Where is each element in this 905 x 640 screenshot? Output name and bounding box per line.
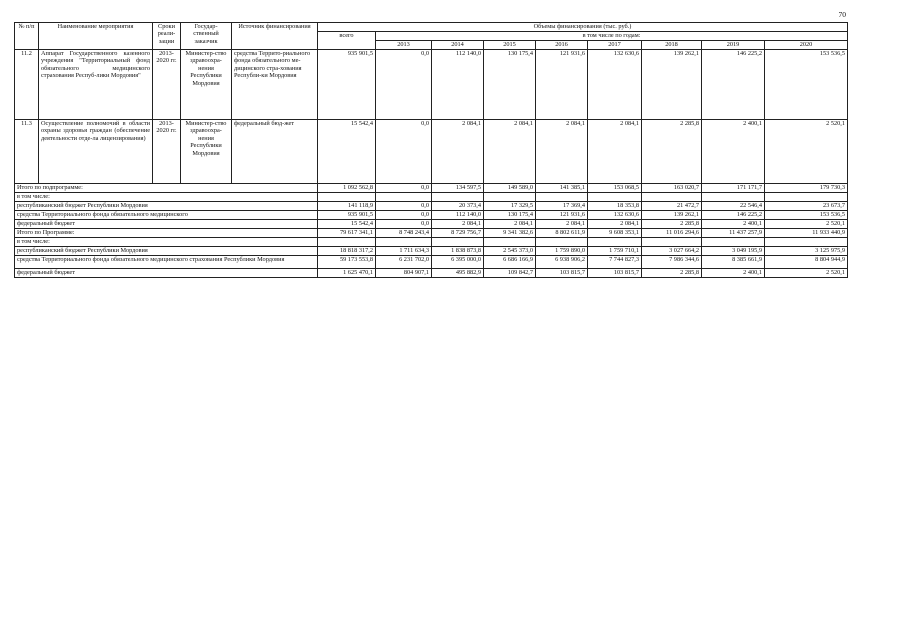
summary-value: 0,0 [376,184,432,193]
summary-value: 153 536,5 [765,211,848,220]
activity-value: 2 520,1 [765,120,848,184]
activity-value: 146 225,2 [702,50,765,120]
summary-value: 3 049 195,9 [702,247,765,256]
summary-value: 163 020,7 [642,184,702,193]
summary-value: 20 373,4 [432,202,484,211]
header-year: 2016 [536,41,588,50]
summary-value: 149 589,0 [484,184,536,193]
summary-value [376,193,432,202]
activity-value: 15 542,4 [318,120,376,184]
header-source: Источник финансирования [232,23,318,50]
summary-value: 130 175,4 [484,211,536,220]
summary-value: 59 173 553,8 [318,256,376,269]
summary-value [432,193,484,202]
summary-row [15,247,848,256]
summary-value: 9 341 382,6 [484,229,536,238]
activity-value: 2 084,1 [432,120,484,184]
activity-value: 112 140,0 [432,50,484,120]
activity-value: 0,0 [376,120,432,184]
activity-value: 2 285,8 [642,120,702,184]
summary-value: 79 617 341,1 [318,229,376,238]
summary-value: 1 092 562,8 [318,184,376,193]
summary-value: 18 818 317,2 [318,247,376,256]
activity-customer: Министер-ство здравоохра-нения Республики Мордовия [181,50,232,120]
summary-value: 1 838 873,8 [432,247,484,256]
summary-value: 17 329,5 [484,202,536,211]
summary-value: 8 804 944,9 [765,256,848,269]
summary-value [642,238,702,247]
summary-value: 141 385,1 [536,184,588,193]
activity-number: 11.2 [15,50,39,120]
header-customer: Государ- ственный заказчик [181,23,232,50]
summary-value: 1 711 634,3 [376,247,432,256]
summary-value [536,238,588,247]
summary-label: федеральный бюджет [15,269,318,278]
activity-value: 130 175,4 [484,50,536,120]
activity-number: 11.3 [15,120,39,184]
header-year: 2014 [432,41,484,50]
summary-label: республиканский бюджет Республики Мордовия [15,202,318,211]
summary-value: 2 520,1 [765,220,848,229]
summary-value [765,238,848,247]
summary-value [702,193,765,202]
summary-value [432,238,484,247]
summary-value: 935 901,5 [318,211,376,220]
activity-period: 2013-2020 гг. [153,120,181,184]
summary-value: 2 400,1 [702,269,765,278]
financing-table [14,22,848,278]
summary-value: 2 084,1 [484,220,536,229]
header-year: 2017 [588,41,642,50]
summary-row [15,229,848,238]
summary-value: 7 986 344,6 [642,256,702,269]
header-period: Сроки реали- зации [153,23,181,50]
summary-label: республиканский бюджет Республики Мордовия [15,247,318,256]
summary-value: 2 520,1 [765,269,848,278]
summary-value: 21 472,7 [642,202,702,211]
activity-value: 132 630,6 [588,50,642,120]
summary-label: в том числе: [15,193,318,202]
summary-value [318,238,376,247]
summary-value [588,238,642,247]
header-year: 2018 [642,41,702,50]
header-year: 2020 [765,41,848,50]
summary-row [15,202,848,211]
summary-value: 3 125 975,9 [765,247,848,256]
summary-value: 2 545 373,0 [484,247,536,256]
summary-value [318,193,376,202]
header-year: 2015 [484,41,536,50]
summary-value: 6 395 000,0 [432,256,484,269]
summary-value: 11 437 257,9 [702,229,765,238]
summary-value: 103 815,7 [536,269,588,278]
summary-value: 2 285,8 [642,269,702,278]
activity-value: 2 084,1 [484,120,536,184]
summary-value: 8 729 756,7 [432,229,484,238]
activity-name: Аппарат Государственного казенного учреждения "Территориальный фонд обязательного медицинского страхования Респуб-лики Мордовия" [39,50,153,120]
summary-value: 1 759 710,1 [588,247,642,256]
activity-row [15,120,848,184]
summary-value: 11 933 440,9 [765,229,848,238]
header-no: № п/п [15,23,39,50]
summary-row [15,256,848,269]
summary-value: 0,0 [376,220,432,229]
summary-value: 804 907,1 [376,269,432,278]
activity-source: средства Террито-риального фонда обязательного ме-дицинского стра-хования Республи-ки Мордовия [232,50,318,120]
header-by-years: в том числе по годам: [376,32,848,41]
header-volume: Объемы финансирования (тыс. руб.) [318,23,848,32]
activity-value: 121 931,6 [536,50,588,120]
summary-row [15,211,848,220]
header-year: 2013 [376,41,432,50]
activity-value: 2 400,1 [702,120,765,184]
summary-value: 141 118,9 [318,202,376,211]
activity-value: 2 084,1 [588,120,642,184]
page-number: 70 [838,10,846,19]
summary-value: 22 546,4 [702,202,765,211]
summary-label: средства Территориального фонда обязательного медицинского страхования Республики Мордовия [15,256,318,269]
summary-value: 3 027 664,2 [642,247,702,256]
summary-value: 1 759 890,0 [536,247,588,256]
summary-value: 0,0 [376,202,432,211]
summary-value: 179 730,3 [765,184,848,193]
summary-value: 2 084,1 [536,220,588,229]
summary-value [484,193,536,202]
summary-value: 11 016 294,6 [642,229,702,238]
summary-value: 6 938 906,2 [536,256,588,269]
summary-value: 153 068,5 [588,184,642,193]
summary-value [588,193,642,202]
summary-label: Итого по Программе: [15,229,318,238]
summary-row [15,193,848,202]
summary-value [536,193,588,202]
summary-value: 6 686 166,9 [484,256,536,269]
summary-value [702,238,765,247]
summary-value [484,238,536,247]
summary-value: 8 802 611,9 [536,229,588,238]
summary-value: 139 262,1 [642,211,702,220]
activity-value: 935 901,5 [318,50,376,120]
summary-value: 134 597,5 [432,184,484,193]
summary-value: 121 931,6 [536,211,588,220]
summary-value: 2 084,1 [588,220,642,229]
summary-value: 109 842,7 [484,269,536,278]
summary-label: федеральный бюджет [15,220,318,229]
summary-value: 103 815,7 [588,269,642,278]
summary-value: 146 225,2 [702,211,765,220]
activity-row [15,50,848,120]
summary-value [642,193,702,202]
summary-value [765,193,848,202]
header-activity-name: Наименование мероприятия [39,23,153,50]
summary-row [15,220,848,229]
activity-name: Осуществление полномочий в области охраны здоровья граждан (обеспечение деятельности отде-ла лицензирования) [39,120,153,184]
activity-customer: Министер-ство здравоохра-нения Республики Мордовия [181,120,232,184]
summary-value: 495 882,9 [432,269,484,278]
summary-value: 15 542,4 [318,220,376,229]
summary-value: 6 231 702,0 [376,256,432,269]
activity-value: 0,0 [376,50,432,120]
summary-value: 8 385 661,9 [702,256,765,269]
summary-value: 112 140,0 [432,211,484,220]
header-total: всего [318,32,376,50]
activity-period: 2013-2020 гг. [153,50,181,120]
summary-value: 2 084,1 [432,220,484,229]
summary-row [15,238,848,247]
header-year: 2019 [702,41,765,50]
activity-value: 2 084,1 [536,120,588,184]
summary-label: Итого по подпрограмме: [15,184,318,193]
summary-value [376,238,432,247]
summary-value: 132 630,6 [588,211,642,220]
activity-value: 153 536,5 [765,50,848,120]
summary-row [15,269,848,278]
summary-value: 0,0 [376,211,432,220]
summary-label: в том числе: [15,238,318,247]
summary-value: 18 353,8 [588,202,642,211]
summary-label: средства Территориального фонда обязательного медицинского [15,211,318,220]
activity-source: федеральный бюд-жет [232,120,318,184]
summary-value: 9 608 353,1 [588,229,642,238]
summary-value: 171 171,7 [702,184,765,193]
summary-value: 7 744 827,3 [588,256,642,269]
summary-row [15,184,848,193]
summary-value: 17 369,4 [536,202,588,211]
summary-value: 2 285,8 [642,220,702,229]
activity-value: 139 262,1 [642,50,702,120]
summary-value: 2 400,1 [702,220,765,229]
summary-value: 8 748 243,4 [376,229,432,238]
summary-value: 23 673,7 [765,202,848,211]
summary-value: 1 625 470,1 [318,269,376,278]
